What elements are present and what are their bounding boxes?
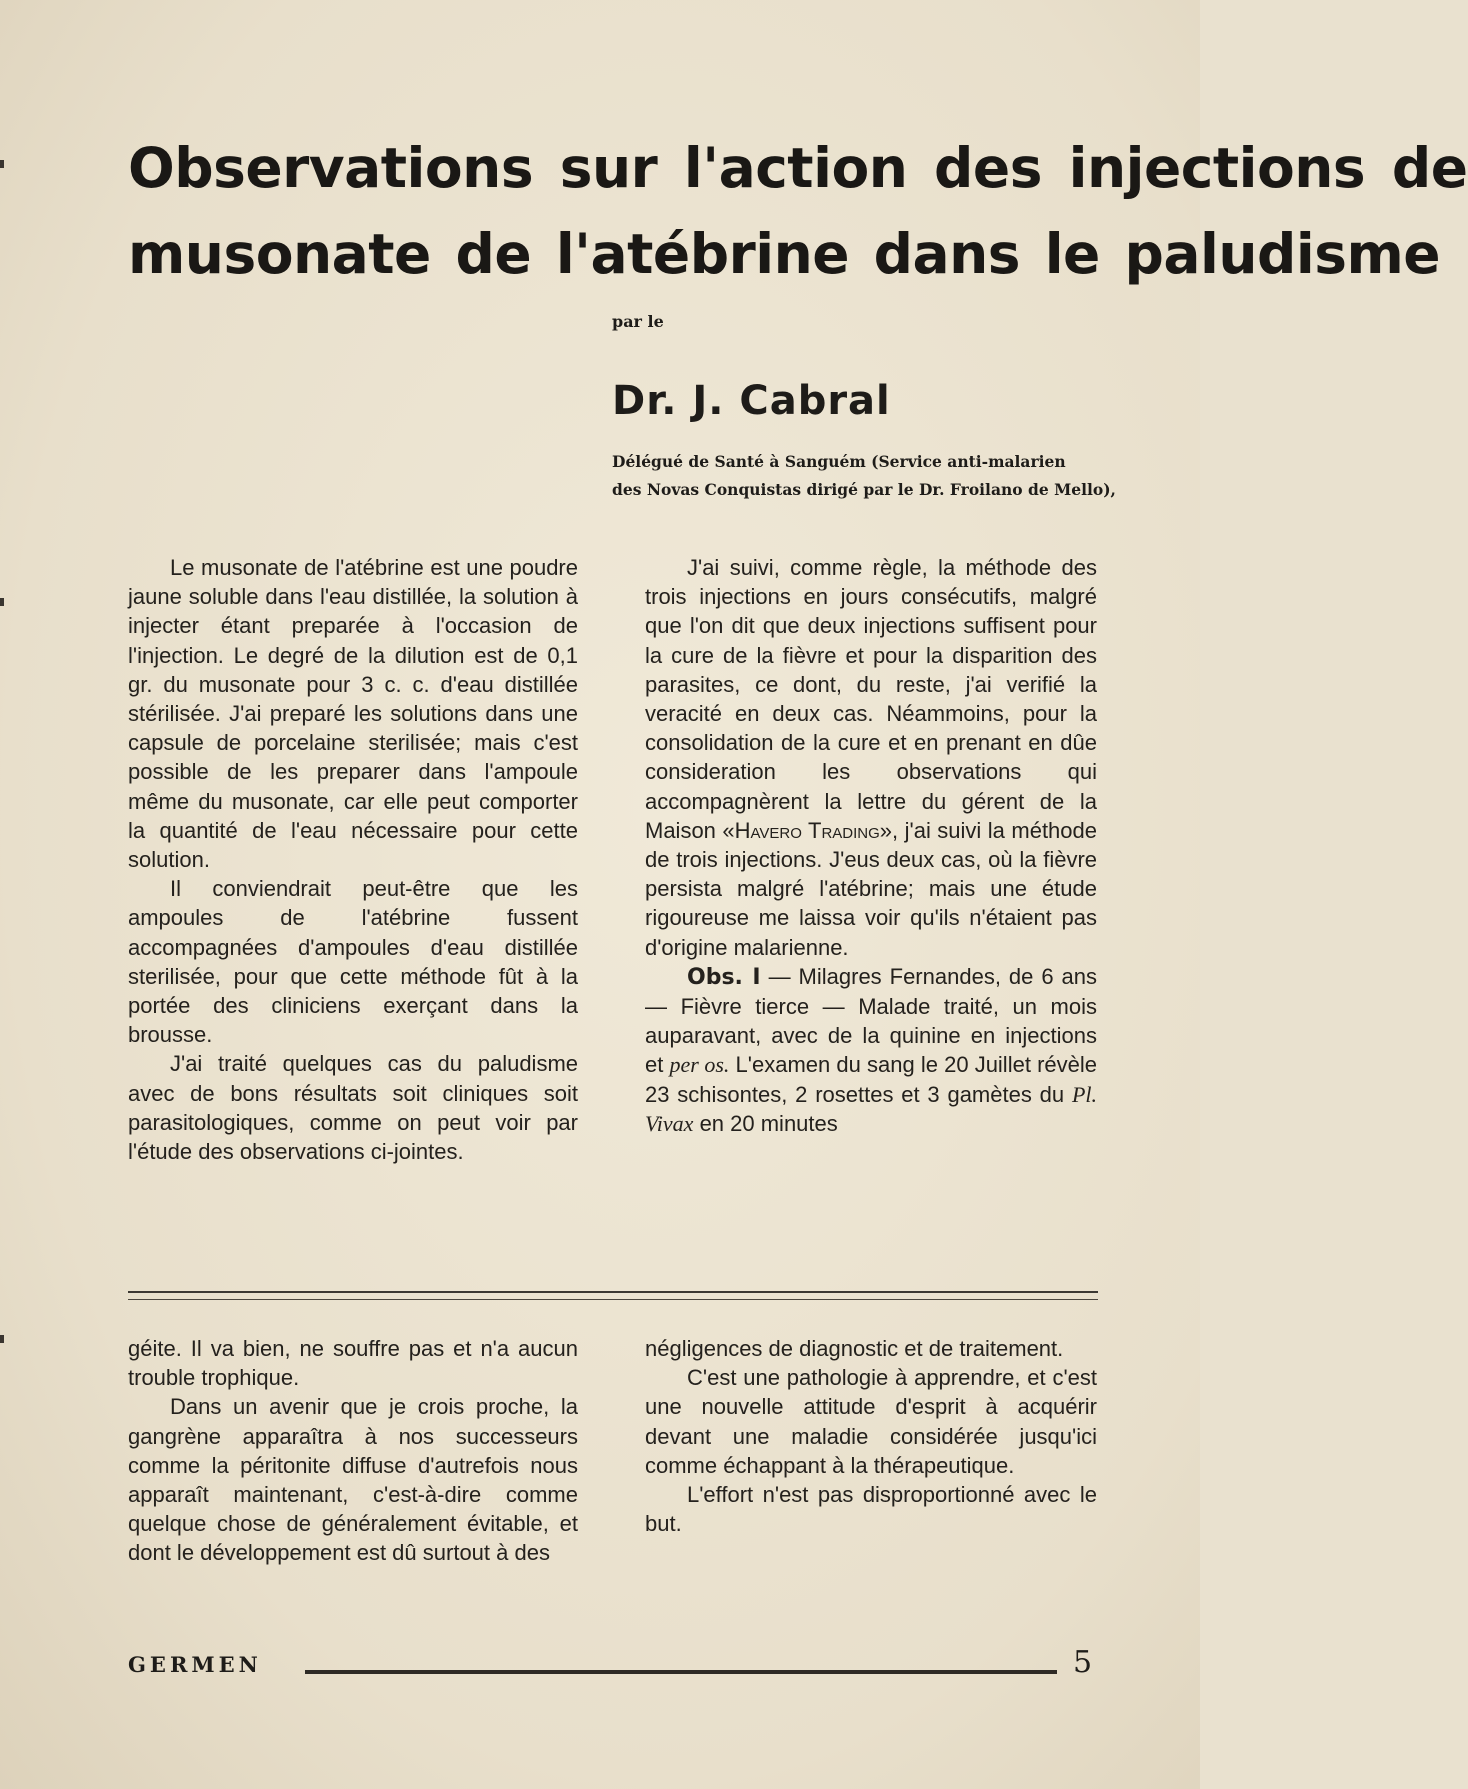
text-column-1 xyxy=(128,553,578,1166)
observation-paragraph xyxy=(645,962,1097,1138)
binding-mark xyxy=(0,598,4,606)
paragraph-text: — Milagres Fernandes, de 6 ans — Fièvre tierce — Malade traité, un mois auparavant, avec de la quinine en injections et xyxy=(645,963,1097,1078)
paragraph-text: J'ai suivi, comme règle, la méthode des trois injections en jours consécutifs, malgré que l'on dit que deux injections suffisent pour la cure de la fièvre et pour la disparition des parasites, ce dont, du reste, j'ai verifié la veracité en deux cas. Néammoins, pour la consolidation de la cure et en prenant en dûe consideration les observations qui accompagnèrent la lettre du gérent de la Maison « xyxy=(645,555,1097,843)
article-title xyxy=(128,125,1468,297)
text-column-3 xyxy=(128,1334,578,1568)
paragraph: Il conviendrait peut-être que les ampoules de l'atébrine fussent accompagnées d'ampoules d'eau distillée sterilisée, pour que cette méthode fût à la portée des cliniciens exerçant dans la brousse. xyxy=(128,876,578,1048)
paragraph-text: en 20 minutes xyxy=(693,1110,838,1136)
binding-mark xyxy=(0,1335,4,1343)
paragraph: L'effort n'est pas disproportionné avec le but. xyxy=(645,1482,1097,1537)
section-divider xyxy=(128,1299,1098,1300)
title-line-1: Observations sur l'action des injections de xyxy=(128,136,1468,200)
author-affiliation xyxy=(612,448,1116,504)
author-name: Dr. J. Cabral xyxy=(612,378,891,424)
footer-rule xyxy=(305,1670,1057,1674)
italic-text: per os. xyxy=(669,1052,730,1078)
byline-prefix: par le xyxy=(612,312,664,331)
italic-text: Pl. Vivax xyxy=(645,1081,1097,1136)
title-line-2: musonate de l'atébrine dans le paludisme xyxy=(128,222,1441,286)
paragraph: Dans un avenir que je crois proche, la gangrène apparaîtra à nos successeurs comme la péritonite diffuse d'autrefois nous apparaît maintenant, c'est-à-dire comme quelque chose de généralement évitable, et dont le développement est dû surtout à des xyxy=(128,1394,578,1566)
paragraph: Le musonate de l'atébrine est une poudre jaune soluble dans l'eau distillée, la solution à injecter étant preparée à l'occasion de l'injection. Le degré de la dilution est de 0,1 gr. du musonate pour 3 c. c. d'eau distillée stérilisée. J'ai preparé les solutions dans une capsule de porcelaine sterilisée; mais c'est possible de les preparer dans l'ampoule même du musonate, car elle peut comporter la quantité de l'eau nécessaire pour cette solution. xyxy=(128,555,578,873)
affiliation-line-1: Délégué de Santé à Sanguém (Service anti-malarien xyxy=(612,452,1066,471)
observation-label: Obs. I xyxy=(687,964,761,990)
paragraph: J'ai traité quelques cas du paludisme avec de bons résultats soit cliniques soit parasitologiques, comme on peut voir par l'étude des observations ci-jointes. xyxy=(128,1051,578,1165)
paragraph-text: L'examen du sang le 20 Juillet révèle 23 schisontes, 2 rosettes et 3 gamètes du xyxy=(645,1052,1097,1107)
text-column-2 xyxy=(645,553,1097,1138)
company-name: Havero Trading xyxy=(734,817,880,843)
paragraph: géite. Il va bien, ne souffre pas et n'a aucun trouble trophique. xyxy=(128,1336,578,1391)
binding-mark xyxy=(0,160,4,168)
paragraph: négligences de diagnostic et de traitement. xyxy=(645,1336,1064,1361)
text-column-4 xyxy=(645,1334,1097,1538)
page-number: 5 xyxy=(1073,1645,1093,1680)
section-divider xyxy=(128,1291,1098,1293)
paragraph xyxy=(645,553,1097,962)
affiliation-line-2: des Novas Conquistas dirigé par le Dr. Froilano de Mello), xyxy=(612,480,1116,499)
paragraph-text: », j'ai suivi la méthode de trois injections. J'eus deux cas, où la fièvre persista malgré l'atébrine; mais une étude rigoureuse me laissa voir qu'ils n'étaient pas d'origine malarienne. xyxy=(645,817,1098,960)
journal-name: GERMEN xyxy=(128,1652,262,1677)
paragraph: C'est une pathologie à apprendre, et c'est une nouvelle attitude d'esprit à acquérir devant une maladie considérée jusqu'ici comme échappant à la thérapeutique. xyxy=(645,1365,1097,1478)
